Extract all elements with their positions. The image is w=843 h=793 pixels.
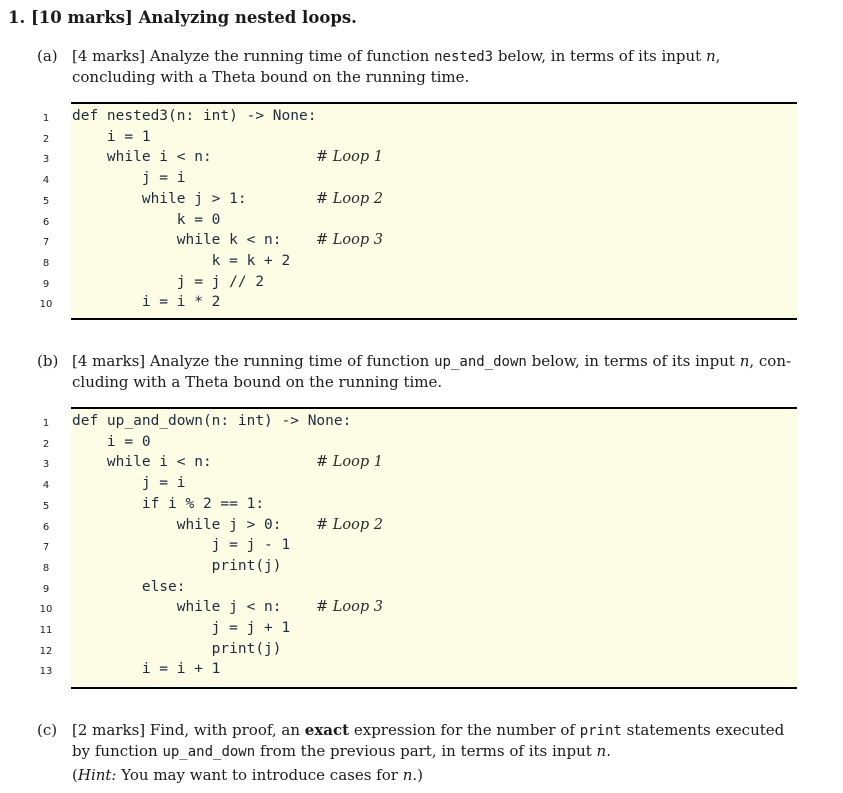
line-number: 12 [39, 645, 53, 657]
code-text: j = j // 2 [72, 273, 265, 290]
part-b-text: Analyze the running time of function [149, 352, 430, 370]
line-number: 6 [42, 216, 50, 228]
part-c-var: n [596, 742, 607, 760]
part-c-fn-name: up_and_down [162, 744, 256, 760]
part-c-exact: exact [304, 721, 350, 739]
part-b-text-3: , con- [749, 352, 792, 370]
code-line [0, 537, 843, 558]
hint-var: n [402, 766, 413, 784]
code-comment: # Loop 1 [316, 149, 383, 166]
code-line [0, 599, 843, 620]
part-c-text-6: . [606, 742, 611, 760]
hint-text: You may want to introduce cases for [121, 766, 398, 784]
line-number: 2 [42, 438, 50, 450]
code-text: i = 0 [72, 433, 151, 450]
question-number: 1. [8, 8, 26, 27]
part-b-var: n [739, 352, 750, 370]
code-text: j = i [72, 170, 186, 187]
code-comment: # Loop 1 [316, 454, 383, 471]
line-number: 3 [42, 154, 50, 166]
part-a-prompt [37, 46, 802, 87]
code-text: if i % 2 == 1: [72, 495, 265, 512]
code-line [0, 413, 843, 434]
part-b-marks: [4 marks] [72, 352, 146, 370]
line-number: 9 [42, 583, 50, 595]
part-c-marks: [2 marks] [72, 721, 146, 739]
part-c-text-3: statements executed by [72, 721, 785, 760]
code-text: i = 1 [72, 128, 151, 145]
line-number: 13 [39, 666, 53, 678]
code-text: while k < n: [72, 232, 282, 249]
question-heading: [10 marks] Analyzing nested loops. [30, 8, 357, 27]
part-a-marks: [4 marks] [72, 47, 146, 65]
code-line [0, 496, 843, 517]
code-comment: # Loop 3 [316, 599, 383, 616]
line-number: 6 [42, 521, 50, 533]
code-line [0, 170, 843, 191]
code-text: i = i * 2 [72, 294, 221, 311]
code-line [0, 620, 843, 641]
code-text: while j < n: [72, 599, 282, 616]
question-title [8, 8, 357, 27]
code-line [0, 434, 843, 455]
code-line [0, 232, 843, 253]
line-number: 8 [42, 562, 50, 574]
line-number: 7 [42, 542, 50, 554]
part-a-text: Analyze the running time of function [149, 47, 430, 65]
code-text: i = i + 1 [72, 661, 221, 678]
line-number: 2 [42, 133, 50, 145]
part-c-prompt [37, 720, 802, 785]
line-number: 5 [42, 195, 50, 207]
part-b-text-2: below, in terms of its input [531, 352, 735, 370]
code-line [0, 191, 843, 212]
code-line [0, 274, 843, 295]
code-line [0, 108, 843, 129]
code-text: j = j - 1 [72, 537, 291, 554]
code-line [0, 294, 843, 315]
part-c-print-keyword: print [579, 723, 622, 739]
part-b-label: (b) [37, 352, 59, 370]
part-c-label: (c) [37, 721, 58, 739]
code-text: def up_and_down(n: int) -> None: [72, 413, 352, 429]
code-line [0, 212, 843, 233]
line-number: 3 [42, 459, 50, 471]
line-number: 7 [42, 237, 50, 249]
part-c-text: Find, with proof, an [149, 721, 301, 739]
part-b-text-4: cluding with a Theta bound on the running time. [72, 373, 443, 391]
part-a-text-3: , concluding with a Theta bound on the running time. [72, 47, 721, 86]
line-number: 4 [42, 175, 50, 187]
line-number: 9 [42, 278, 50, 290]
part-c-text-2: expression for the number of [353, 721, 575, 739]
code-text: print(j) [72, 640, 282, 657]
part-c-hint [72, 765, 802, 785]
code-text: while j > 0: [72, 516, 282, 533]
part-c-text-4: function [94, 742, 158, 760]
line-number: 10 [39, 299, 53, 311]
code-text: print(j) [72, 557, 282, 574]
part-a-fn-name: nested3 [434, 49, 494, 65]
code-line [0, 475, 843, 496]
part-c-text-5: from the previous part, in terms of its input [259, 742, 592, 760]
code-text: def nested3(n: int) -> None: [72, 108, 317, 124]
code-comment: # Loop 2 [316, 516, 383, 533]
code-line [0, 661, 843, 682]
code-line [0, 558, 843, 579]
part-a-var: n [705, 47, 716, 65]
code-line [0, 641, 843, 662]
line-number: 11 [39, 625, 53, 636]
hint-open: ( [72, 766, 78, 784]
line-number: 8 [42, 257, 50, 269]
code-text: else: [72, 578, 186, 595]
code-comment: # Loop 3 [316, 232, 383, 249]
hint-close: .) [412, 766, 424, 784]
code-text: k = k + 2 [72, 252, 291, 269]
code-text: while j > 1: [72, 190, 247, 207]
part-b-fn-name: up_and_down [434, 354, 527, 370]
code-text: while i < n: [72, 149, 212, 166]
code-comment: # Loop 2 [316, 190, 383, 207]
part-a-label: (a) [37, 47, 58, 65]
line-number: 5 [42, 500, 50, 512]
code-text: j = j + 1 [72, 620, 291, 636]
code-text: while i < n: [72, 454, 212, 471]
line-number: 1 [42, 113, 50, 124]
code-text: j = i [72, 475, 186, 492]
code-line [0, 149, 843, 170]
hint-label: Hint: [77, 766, 117, 784]
line-number: 1 [42, 418, 50, 429]
part-b-prompt [37, 351, 802, 392]
code-line [0, 129, 843, 150]
code-line [0, 253, 843, 274]
code-text: k = 0 [72, 211, 221, 228]
line-number: 10 [39, 604, 53, 616]
part-a-text-2: below, in terms of its input [497, 47, 702, 65]
code-line [0, 454, 843, 475]
line-number: 4 [42, 480, 50, 492]
code-line [0, 579, 843, 600]
code-line [0, 517, 843, 538]
